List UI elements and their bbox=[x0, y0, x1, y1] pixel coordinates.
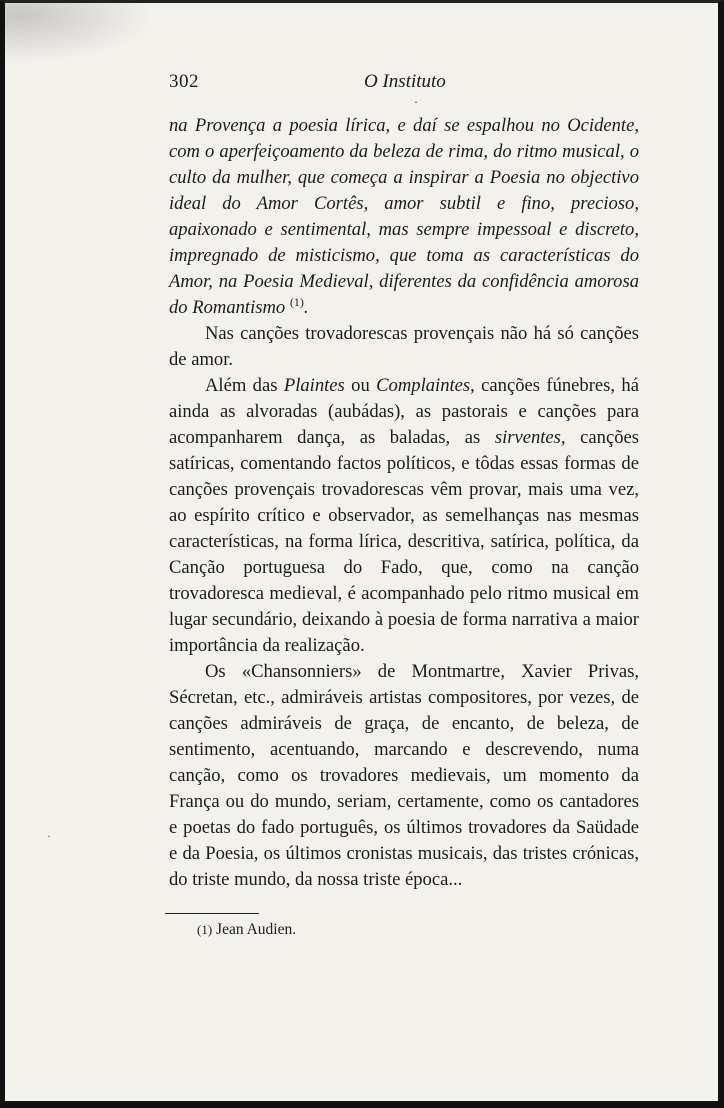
italic-term: Plaintes bbox=[283, 375, 345, 396]
paragraph-p3 bbox=[169, 373, 639, 659]
running-title: O Instituto bbox=[364, 71, 446, 92]
text-run: ou bbox=[344, 375, 377, 396]
scan-smudge bbox=[5, 3, 155, 63]
body-text bbox=[169, 113, 639, 893]
footnote-reference: (1) bbox=[289, 294, 304, 309]
page-number: 302 bbox=[169, 71, 199, 92]
paragraph-p4 bbox=[169, 659, 639, 893]
page-header bbox=[169, 65, 639, 109]
text-run: Além das bbox=[205, 375, 284, 396]
italic-term: Complaintes bbox=[376, 375, 471, 396]
footnote bbox=[197, 921, 617, 939]
footnote-text: Jean Audien. bbox=[216, 921, 297, 938]
text-run: canções satíricas, comentando factos políticos, e tôdas essas formas de canções provençais trovadorescas vêm provar, mais uma vez, ao espírito crítico e observador, as semelhanças nas mesmas características, na forma lírica, descritiva, satírica, política, da Canção portuguesa do Fado, que, como na canção trovadoresca medieval, é acompanhado pelo ritmo musical em lugar secundário, deixando à poesia de forma narrativa a maior importância da realização. bbox=[169, 427, 639, 656]
text-run: na Provença a poesia lírica, e daí se espalhou no Ocidente, com o aperfeiçoamento da beleza de rima, do ritmo musical, o culto da mulher, que começa a inspirar a Poesia no objectivo ideal do Amor Cortês, amor subtil e fino, precioso, apaixonado e sentimental, mas sempre impessoal e discreto, impregnado de misticismo, que toma as características do Amor, na Poesia Medieval, diferentes da confidência amorosa do Romantismo bbox=[169, 115, 639, 318]
paragraph-p1 bbox=[169, 113, 639, 321]
header-dot: · bbox=[414, 95, 418, 109]
footnote-mark: (1) bbox=[197, 922, 213, 937]
text-run: Nas canções trovadorescas provençais não há só canções de amor. bbox=[169, 323, 639, 370]
scan-speck: · bbox=[47, 829, 51, 843]
italic-term: sirventes, bbox=[494, 427, 566, 448]
text-run: . bbox=[303, 297, 309, 318]
paragraph-p2 bbox=[169, 321, 639, 373]
text-run: Os «Chansonniers» de Montmartre, Xavier Privas, Sécretan, etc., admiráveis artistas compositores, por vezes, de canções admiráveis de graça, de encanto, de beleza, de sentimento, acentuando, marcando e descrevendo, numa canção, como os trovadores medievais, um momento da França ou do mundo, seriam, certamente, como os cantadores e poetas do fado português, os últimos trovadores da Saüdade e da Poesia, os últimos cronistas musicais, das tristes crónicas, do triste mundo, da nossa triste época... bbox=[169, 661, 639, 890]
footnote-rule bbox=[165, 913, 259, 914]
text-run: , canções fúnebres, há ainda as alvoradas (aubádas), as pastorais e canções para acompanharem dança, as baladas, as bbox=[169, 375, 639, 448]
